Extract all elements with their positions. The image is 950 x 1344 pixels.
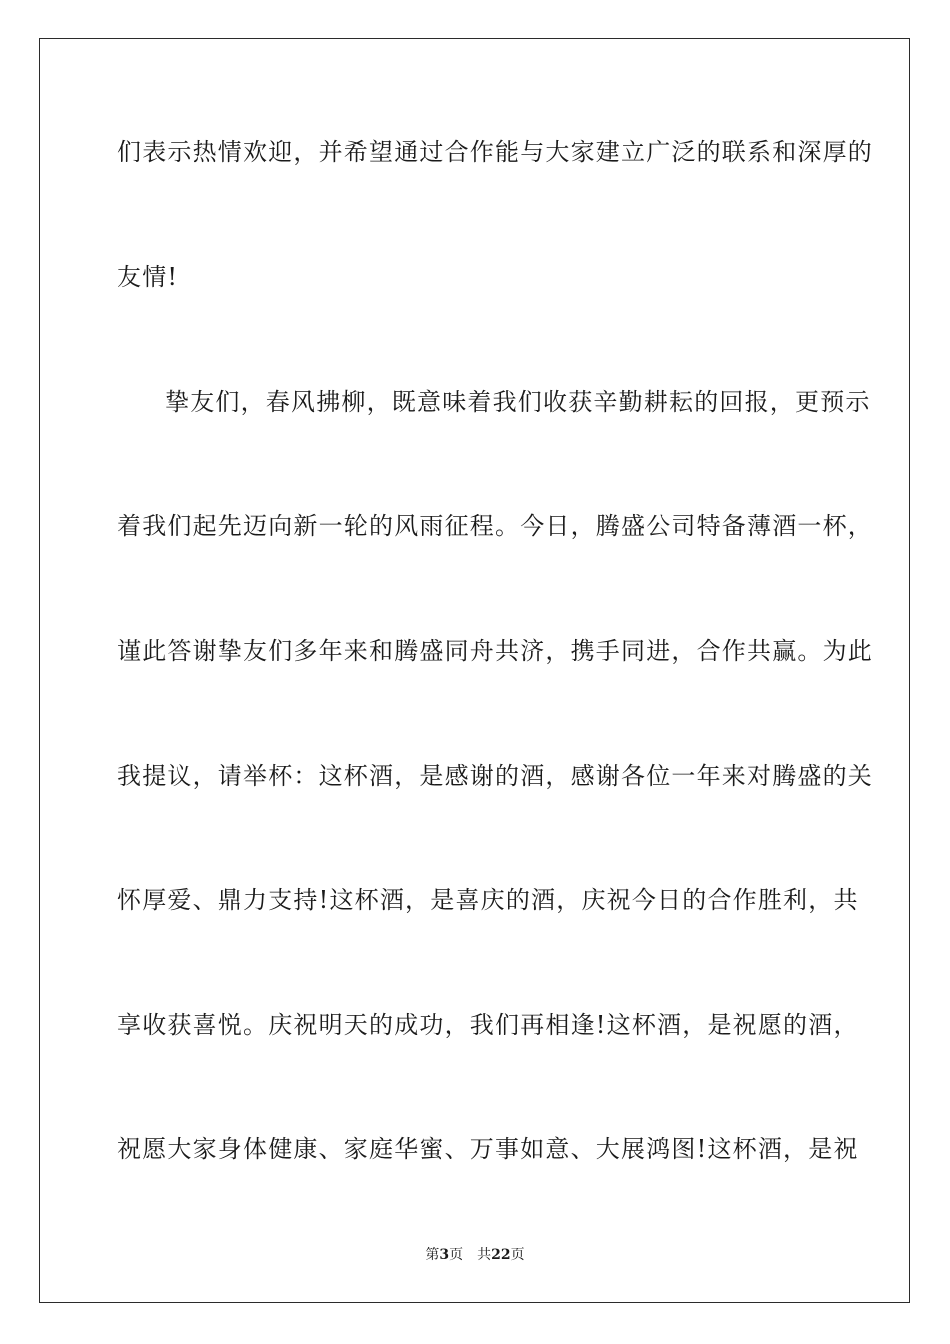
body-line-7: 怀厚爱、鼎力支持!这杯酒，是喜庆的酒，庆祝今日的合作胜利，共 (117, 886, 859, 914)
body-line-6: 我提议，请举杯：这杯酒，是感谢的酒，感谢各位一年来对腾盛的关 (117, 762, 873, 790)
body-line-3: 挚友们，春风拂柳，既意味着我们收获辛勤耕耘的回报，更预示 (165, 388, 871, 416)
body-line-9: 祝愿大家身体健康、家庭华蜜、万事如意、大展鸿图!这杯酒，是祝 (117, 1135, 859, 1163)
body-line-5: 谨此答谢挚友们多年来和腾盛同舟共济，携手同进，合作共赢。为此 (117, 637, 873, 665)
body-line-8: 享收获喜悦。庆祝明天的成功，我们再相逢!这杯酒，是祝愿的酒， (117, 1011, 859, 1039)
page-prefix: 第 (425, 1247, 440, 1263)
body-line-4: 着我们起先迈向新一轮的风雨征程。今日，腾盛公司特备薄酒一杯， (117, 512, 873, 540)
total-prefix: 共 (477, 1247, 492, 1263)
body-line-2: 友情! (117, 263, 179, 291)
page-number: 3 (439, 1247, 450, 1263)
page-footer (0, 1246, 950, 1264)
total-suffix: 页 (510, 1247, 525, 1263)
total-pages: 22 (491, 1247, 511, 1263)
body-line-1: 们表示热情欢迎，并希望通过合作能与大家建立广泛的联系和深厚的 (117, 138, 873, 166)
page-suffix: 页 (449, 1247, 464, 1263)
page-border (39, 38, 910, 1303)
